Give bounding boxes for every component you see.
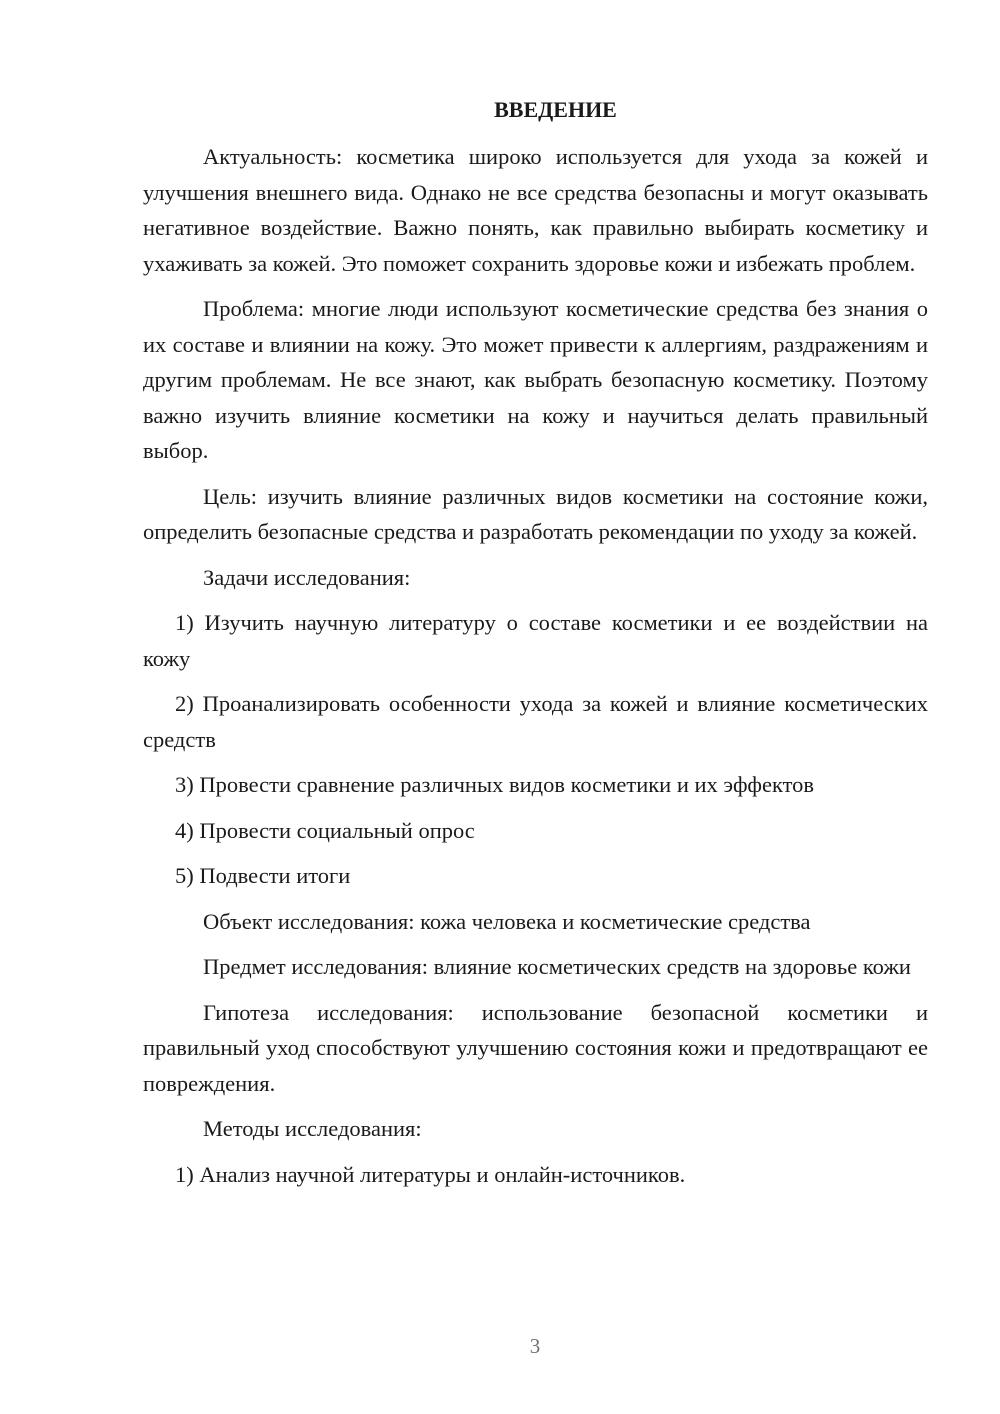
hypothesis-paragraph: Гипотеза исследования: использование безопасной косметики и правильный уход способствуют улучшению состояния кожи и предотвращают ее повреждения.: [143, 999, 928, 1096]
page-title: ВВЕДЕНИЕ: [494, 97, 617, 122]
problem-paragraph: Проблема: многие люди используют косметические средства без знания о их составе и влиянии на кожу. Это может привести к аллергиям, раздражениям и другим проблемам. Не все знают, как выбрать безопасную косметику. Поэтому важно изучить влияние косметики на кожу и научиться делать правильный выбор.: [143, 296, 928, 463]
task-item: 2) Проанализировать особенности ухода за кожей и влияние косметических средств: [143, 691, 928, 752]
method-item: 1) Анализ научной литературы и онлайн-источников.: [175, 1161, 686, 1187]
task-item: 3) Провести сравнение различных видов косметики и их эффектов: [175, 772, 815, 797]
tasks-heading: Задачи исследования:: [203, 564, 411, 590]
methods-heading: Методы исследования:: [203, 1116, 422, 1141]
relevance-paragraph: Актуальность: косметика широко используется для ухода за кожей и улучшения внешнего вида. Однако не все средства безопасны и могут оказывать негативное воздействие. Важно понять, как правильно выбирать косметику и ухаживать за кожей. Это поможет сохранить здоровье кожи и избежать проблем.: [143, 144, 928, 276]
task-item: 4) Провести социальный опрос: [175, 817, 475, 843]
task-item: 1) Изучить научную литературу о составе косметики и ее воздействии на кожу: [143, 610, 928, 671]
subject-paragraph: Предмет исследования: влияние косметических средств на здоровье кожи: [203, 954, 911, 979]
page-content: [143, 93, 928, 1202]
object-paragraph: Объект исследования: кожа человека и косметические средства: [203, 908, 811, 934]
goal-paragraph: Цель: изучить влияние различных видов косметики на состояние кожи, определить безопасные средства и разработать рекомендации по уходу за кожей.: [143, 483, 928, 544]
page-number: 3: [529, 1334, 541, 1358]
task-item: 5) Подвести итоги: [175, 863, 351, 888]
